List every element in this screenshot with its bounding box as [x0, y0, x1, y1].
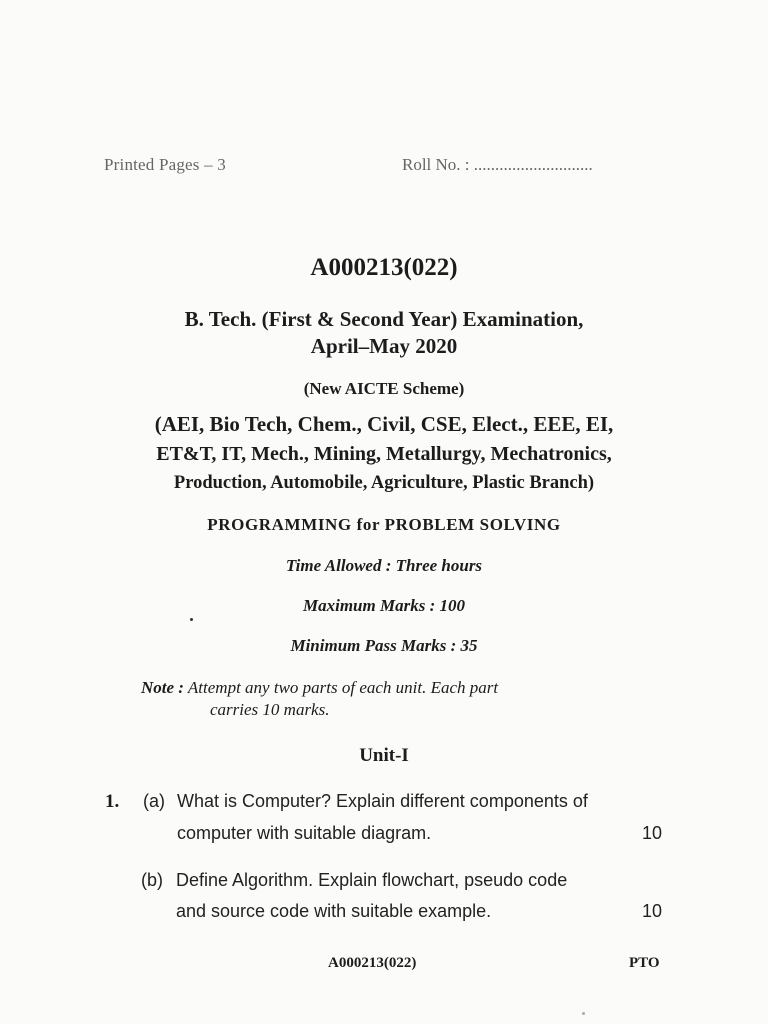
- part-a-label: (a): [143, 791, 165, 811]
- note-label: Note :: [141, 678, 184, 697]
- part-a-text-1: What is Computer? Explain different components of: [177, 791, 588, 811]
- maximum-marks: Maximum Marks : 100: [303, 596, 465, 615]
- exam-title-line-1: B. Tech. (First & Second Year) Examination,: [184, 307, 584, 331]
- part-b-text-1: Define Algorithm. Explain flowchart, pseudo code: [176, 870, 568, 890]
- page-edge-mark: [582, 1012, 585, 1015]
- part-a-text-2: computer with suitable diagram.: [177, 823, 432, 843]
- part-b-label: (b): [141, 870, 163, 890]
- subject-title: PROGRAMMING for PROBLEM SOLVING: [207, 515, 561, 534]
- note-text-2: carries 10 marks.: [210, 700, 330, 719]
- footer-pto: PTO: [629, 955, 660, 971]
- printed-pages: Printed Pages – 3: [104, 155, 226, 174]
- note-text-1: Attempt any two parts of each unit. Each part: [187, 678, 499, 697]
- question-number: 1.: [105, 791, 120, 812]
- part-b-text-2: and source code with suitable example.: [176, 901, 492, 921]
- branches-line-2: ET&T, IT, Mech., Mining, Metallurgy, Mechatronics,: [156, 443, 612, 465]
- minimum-pass-marks: Minimum Pass Marks : 35: [290, 636, 478, 655]
- paper-code-title: A000213(022): [310, 254, 458, 281]
- ink-dot: [190, 618, 193, 621]
- exam-title-line-2: April–May 2020: [310, 334, 458, 358]
- branches-line-3: Production, Automobile, Agriculture, Plastic Branch): [173, 473, 595, 493]
- note-line-1: [141, 678, 498, 698]
- unit-heading: Unit-I: [359, 745, 409, 766]
- part-b-marks: 10: [642, 901, 663, 921]
- time-allowed: Time Allowed : Three hours: [285, 556, 483, 575]
- branches-line-1: (AEI, Bio Tech, Chem., Civil, CSE, Elect., EEE, EI,: [154, 412, 614, 436]
- roll-number-field: Roll No. : ............................: [402, 155, 593, 174]
- exam-scheme: (New AICTE Scheme): [303, 379, 465, 398]
- footer-paper-code: A000213(022): [328, 955, 417, 971]
- part-a-marks: 10: [642, 823, 663, 843]
